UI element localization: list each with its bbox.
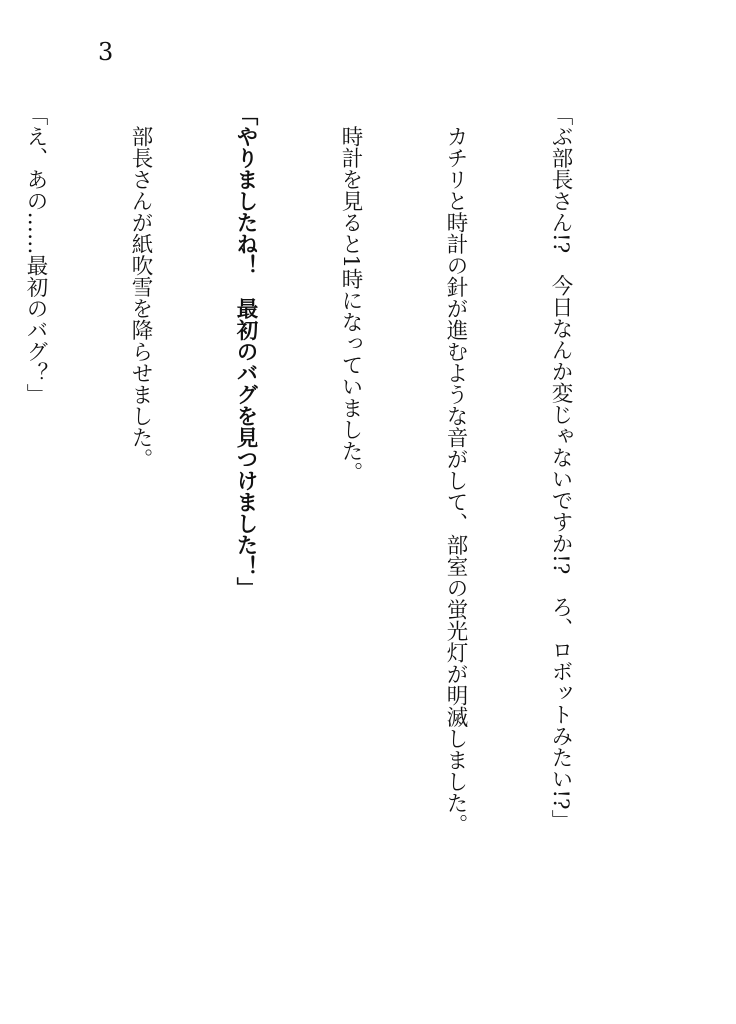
text-line: カチリと時計の針が進むような音がして、部室の蛍光灯が明滅しました。 (443, 104, 468, 835)
text-line: 「ぶ部長さん!? 今日なんか変じゃないですか!? ろ、ロボットみたい!?」 (548, 104, 573, 832)
novel-text (0, 104, 648, 984)
text-line: 部長さんが紙吹雪を降らせました。 (128, 104, 153, 470)
text-line: 時計を見ると1時になっていました。 (338, 104, 363, 484)
page-number: 3 (98, 38, 114, 66)
text-line: 「え、あの……最初のバグ？」 (23, 104, 48, 405)
text-line-bold: 「やりましたね！ 最初のバグを見つけました！」 (233, 104, 258, 599)
